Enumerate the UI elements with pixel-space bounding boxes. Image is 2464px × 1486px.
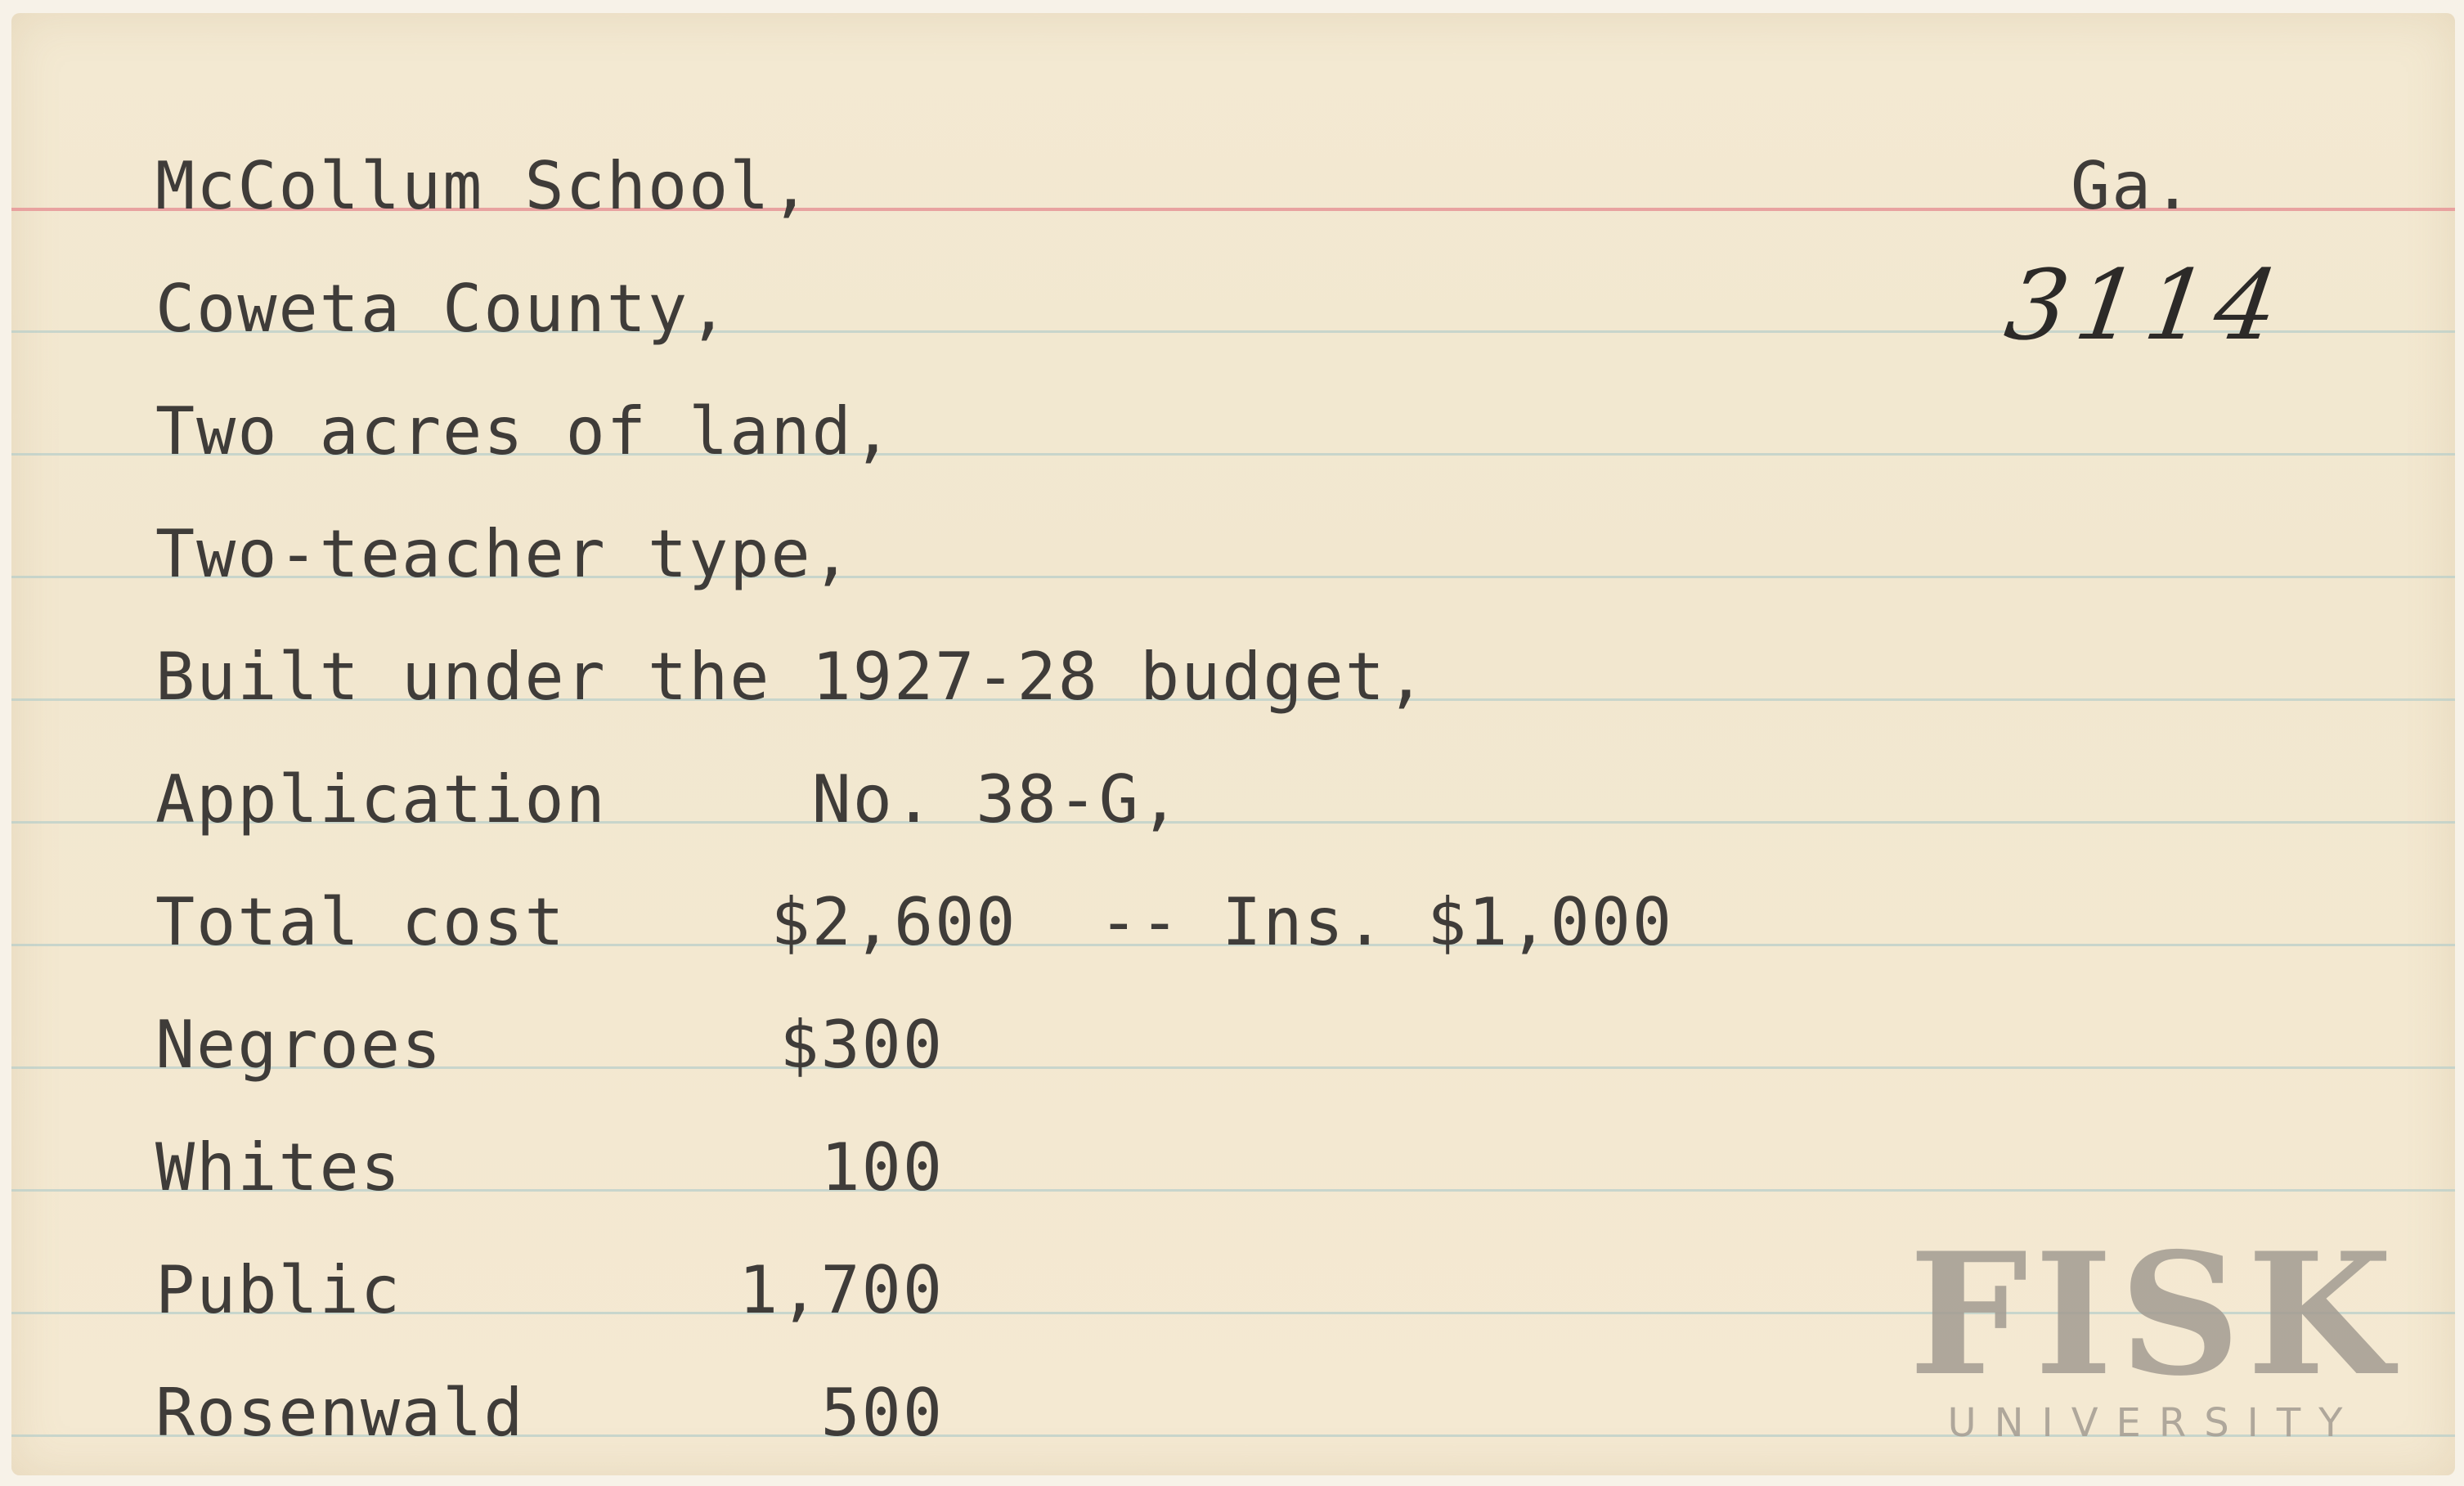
total-cost-line: Total cost $2,600 -- Ins. $1,000 [155,884,1674,960]
funding-label-whites: Whites [155,1129,402,1205]
county-line: Coweta County, [155,271,730,347]
application-line: Application No. 38-G, [155,761,1182,837]
funding-label-rosenwald: Rosenwald [155,1375,525,1451]
building-type-line: Two-teacher type, [155,516,853,592]
land-line: Two acres of land, [155,393,894,469]
budget-line: Built under the 1927-28 budget, [155,639,1428,715]
state-abbreviation: Ga. [2071,148,2194,224]
funding-label-public: Public [155,1252,402,1328]
funding-amount-whites: 100 [820,1129,944,1205]
school-name-line: McCollum School, [155,148,812,224]
watermark-name: FISK [1909,1217,2399,1413]
index-card [11,13,2455,1475]
fisk-university-watermark [1892,1217,2416,1461]
funding-amount-public: 1,700 [738,1252,944,1328]
funding-amount-negroes: $300 [779,1007,944,1083]
funding-amount-rosenwald: 500 [820,1375,944,1451]
handwritten-catalog-number: 3114 [1999,249,2294,361]
watermark-subtitle: UNIVERSITY [1947,1400,2361,1446]
funding-label-negroes: Negroes [155,1007,443,1083]
